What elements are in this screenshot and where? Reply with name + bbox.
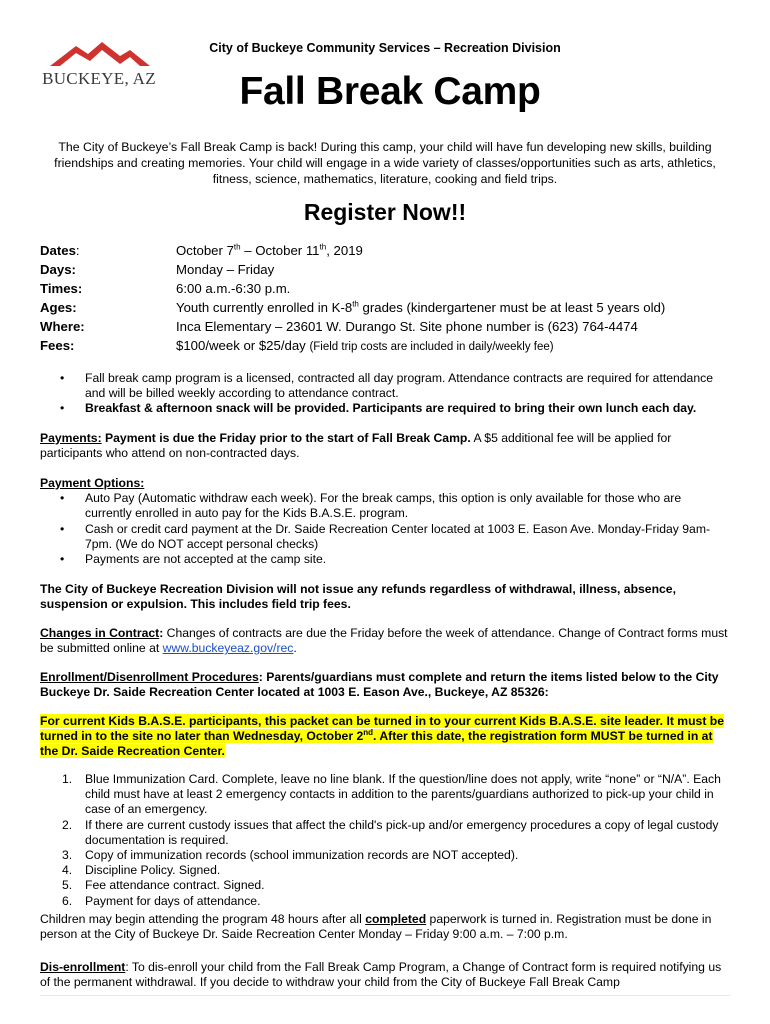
payments-label: Payments: [40,431,102,445]
list-item: 6. Payment for days of attendance. [62,893,261,908]
list-item: 3. Copy of immunization records (school immunization records are NOT accepted). [62,848,519,863]
info-row-days [40,260,740,279]
rec-website-link[interactable]: www.buckeyeaz.gov/rec [162,641,294,656]
attendance-note: Children may begin attending the program 48 hours after all completed paperwork is turned in. Registration must be done in person at the City of Buckeye Dr. Saide Recreation Center Monday – Friday 9:00 a.m. – 7:00 p.m. [40,912,712,942]
list-item: • Fall break camp program is a licensed, contracted all day program. Attendance contracts are required for attendance and will be billed weekly according to attendance contract. [60,371,713,401]
where-value: Inca Elementary – 23601 W. Durango St. Site phone number is (623) 764-4474 [176,319,638,334]
fees-value: $100/week or $25/day (Field trip costs are included in daily/weekly fee) [176,338,554,353]
page-title: Fall Break Camp [239,70,541,113]
register-heading: Register Now!! [303,199,467,225]
enrollment-label: Enrollment/Disenrollment Procedures [40,670,259,684]
dates-value: October 7th – October 11th, 2019 [176,242,363,258]
times-value: 6:00 a.m.-6:30 p.m. [176,281,291,296]
payment-options-label: Payment Options: [40,476,145,490]
times-label: Times: [40,281,83,296]
disenrollment-label: Dis-enrollment [40,960,126,974]
list-item: • Cash or credit card payment at the Dr. Saide Recreation Center located at 1003 E. Eason Ave. Monday-Friday 9am-7pm. (We do NOT accept personal checks) [60,521,711,551]
fees-label: Fees: [40,338,75,353]
list-item: • Breakfast & afternoon snack will be provided. Participants are required to bring their own lunch each day. [60,401,697,416]
ages-value: Youth currently enrolled in K-8th grades (kindergartener must be at least 5 years old) [176,299,666,315]
bullet-icon: • [60,371,65,385]
page-divider [40,995,730,996]
list-item: 1. Blue Immunization Card. Complete, leave no line blank. If the question/line does not apply, write “none” or “N/A”. Each child must have at least 2 emergency contacts in addition to the parents/guardians authorized to pick-up your child in case of an emergency. [62,772,721,817]
list-item: 2. If there are current custody issues that affect the child's pick-up and/or emergency procedures a copy of legal custody documentation is required. [62,817,719,847]
where-label: Where: [40,319,85,334]
list-item: 5. Fee attendance contract. Signed. [62,878,265,893]
program-notes [40,371,730,417]
info-row-ages [40,298,740,317]
highlight-notice: For current Kids B.A.S.E. participants, this packet can be turned in to your current Kids B.A.S.E. site leader. It must be turned in to the site no later than Wednesday, October 2nd. After this date, the registration form MUST be turned in at the Dr. Saide Recreation Center. [40,714,724,759]
intro-paragraph: The City of Buckeye’s Fall Break Camp is back! During this camp, your child will have fun developing new skills, building friendships and creating memories. Your child will engage in a wide variety of classes/opportunities such as arts, athletics, fitness, science, mathematics, literature, cooking and field trips. [54,140,716,186]
disenrollment-section: Dis-enrollment: To dis-enroll your child from the Fall Break Camp Program, a Change of Contract form is required notifying us of the permanent withdrawal. If you decide to withdraw your child from the City of Buckeye Fall Break Camp [40,960,722,990]
info-row-fees [40,336,740,355]
bullet-icon: • [60,401,65,416]
refund-policy: The City of Buckeye Recreation Division will not issue any refunds regardless of withdrawal, illness, absence, suspension or expulsion. This includes field trip fees. [40,582,676,612]
days-label: Days: [40,262,76,277]
bullet-icon: • [60,491,65,506]
info-row-dates [40,241,740,260]
payments-section: Payments: Payment is due the Friday prior to the start of Fall Break Camp. A $5 additional fee will be applied for participants who attend on non-contracted days. [40,431,672,461]
department-heading: City of Buckeye Community Services – Recreation Division [209,41,561,55]
enrollment-section: Enrollment/Disenrollment Procedures: Parents/guardians must complete and return the items listed below to the City Buckeye Dr. Saide Recreation Center located at 1003 E. Eason Ave., Buckeye, AZ 85326: [40,670,719,700]
camp-info-table [40,241,740,355]
list-item: • Auto Pay (Automatic withdraw each week). For the break camps, this option is only available for those who are currently enrolled in auto pay for the Kids B.A.S.E. program. [60,491,682,521]
info-row-where [40,317,740,336]
list-item: 4. Discipline Policy. Signed. [62,863,221,878]
bullet-icon: • [60,552,65,567]
ages-label: Ages: [40,300,77,315]
days-value: Monday – Friday [176,262,275,277]
payment-options-section [40,476,730,567]
required-items-list [40,772,730,909]
dates-label: Dates: [40,243,80,258]
changes-label: Changes in Contract [40,626,160,640]
list-item: • Payments are not accepted at the camp site. [60,552,327,567]
info-row-times [40,279,740,298]
logo-text: BUCKEYE, AZ [42,69,156,88]
bullet-icon: • [60,521,65,536]
changes-section: Changes in Contract: Changes of contracts are due the Friday before the week of attendance. Change of Contract forms must be submitted online at www.buckeyeaz.gov/rec. [40,626,728,656]
